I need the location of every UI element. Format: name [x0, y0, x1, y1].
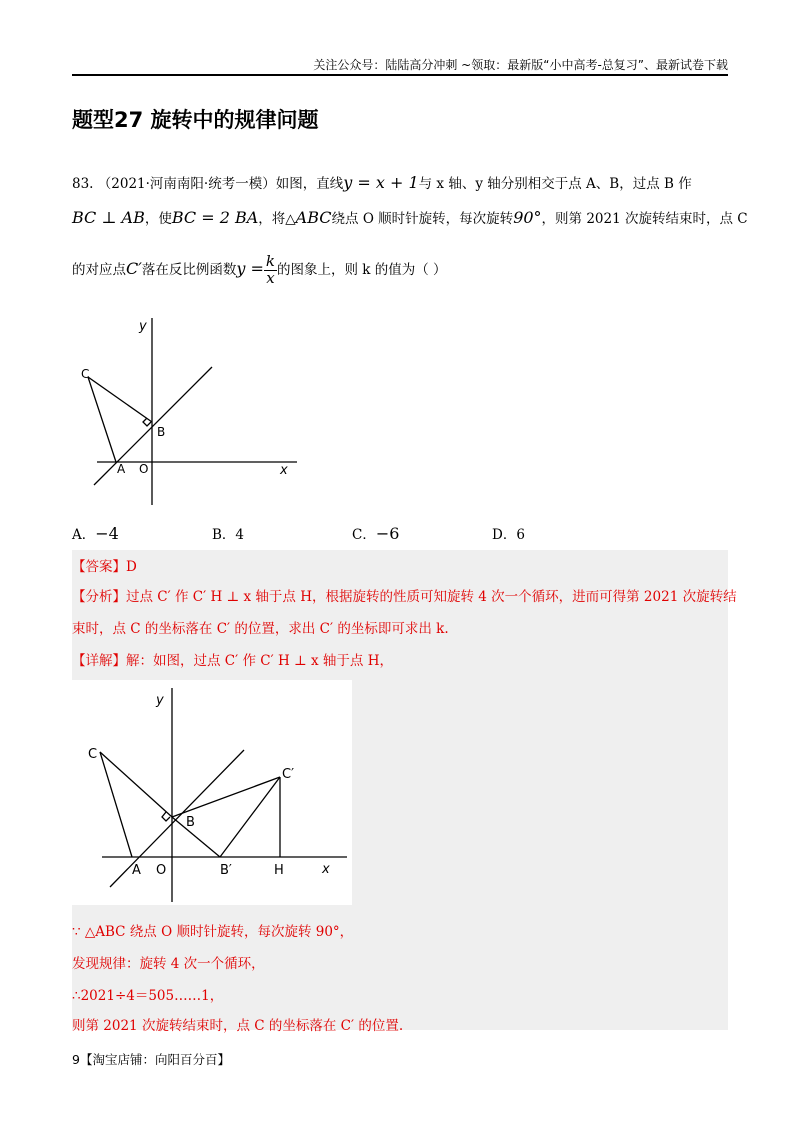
triangle-abc: ABC — [295, 208, 332, 227]
detail-line-1 — [72, 649, 393, 669]
fig1-label-a: A — [117, 462, 126, 476]
fig2-segment-cprime-bprime — [220, 777, 280, 857]
problem-line-2 — [72, 207, 748, 227]
analysis-line-1 — [72, 585, 737, 605]
solution-line-1: ∵ △ABC 绕点 O 顺时针旋转，每次旋转 90°， — [72, 924, 354, 940]
fig2-label-y: y — [156, 693, 164, 708]
section-title: 题型27 旋转中的规律问题 — [72, 108, 319, 132]
problem-text-3b: 落在反比例函数 — [141, 261, 237, 278]
figure-2 — [72, 680, 352, 905]
fig2-label-a: A — [132, 863, 141, 878]
detail-text-1: 解：如图，过点 C′ 作 C′ H ⊥ x 轴于点 H， — [126, 653, 393, 669]
fig2-label-b: B — [186, 815, 195, 830]
problem-text-3a: 的对应点 — [72, 261, 126, 278]
line-equation: y = x + 1 — [343, 173, 419, 192]
fraction-denominator: x — [266, 268, 275, 287]
choice-b-value: 4 — [235, 527, 245, 543]
fig2-label-h: H — [274, 863, 284, 878]
choice-d-letter: D． — [492, 527, 517, 543]
choice-a-letter: A． — [72, 527, 96, 543]
fig2-label-cprime: C′ — [282, 767, 295, 782]
problem-text-3c: 的图象上，则 k 的值为（ ） — [277, 261, 447, 278]
fig1-line-ab — [94, 367, 212, 485]
fig1-label-o: O — [139, 462, 149, 476]
page-footer: 9【淘宝店铺：向阳百分百】 — [72, 1052, 230, 1067]
figure-1 — [72, 310, 312, 510]
choice-c — [352, 523, 399, 543]
analysis-label: 【分析】 — [72, 589, 126, 605]
fig2-segment-bcprime — [172, 777, 280, 817]
solution-line-4: 则第 2021 次旋转结束时，点 C 的坐标落在 C′ 的位置. — [72, 1018, 404, 1034]
problem-line-3 — [72, 254, 447, 287]
fig2-segment-ca — [100, 752, 132, 857]
answer-label: 【答案】 — [72, 559, 126, 575]
problem-line-1 — [72, 172, 692, 192]
detail-label: 【详解】 — [72, 653, 126, 669]
answer-value: D — [126, 559, 137, 575]
choice-b-letter: B． — [212, 527, 236, 543]
fraction-k-over-x — [264, 254, 277, 287]
problem-text-1: 与 x 轴、y 轴分别相交于点 A、B，过点 B 作 — [418, 176, 692, 192]
problem-text-2a: ，使 — [144, 211, 172, 227]
problem-text-2d: ，则第 2021 次旋转结束时，点 C — [541, 211, 748, 227]
problem-text-2b: ，将△ — [258, 211, 296, 227]
bc-equation: BC = 2 BA — [171, 208, 259, 227]
y-equals: y = — [236, 258, 264, 278]
choice-a-value: −4 — [95, 524, 119, 543]
choice-c-letter: C． — [352, 527, 376, 543]
page-header: 关注公众号：陆陆高分冲刺 ~领取：最新版“小中高考-总复习”、最新试卷下载 — [313, 58, 728, 72]
choice-c-value: −6 — [375, 524, 400, 543]
choice-a — [72, 523, 119, 543]
problem-source: （2021·河南南阳·统考一模）如图，直线 — [97, 176, 344, 192]
choice-d-value: 6 — [516, 527, 525, 543]
choice-b — [212, 523, 244, 543]
perpendicular-expression: BC ⊥ AB — [72, 208, 145, 227]
choice-d — [492, 523, 525, 543]
fig2-segment-cb — [100, 752, 172, 817]
fig2-segment-b-bprime — [172, 817, 220, 857]
fig1-label-b: B — [157, 425, 166, 439]
fig2-label-bprime: B′ — [220, 863, 232, 878]
answer-shade-right — [352, 680, 728, 905]
fig1-segment-ca — [88, 377, 116, 462]
solution-line-3: ∴2021÷4＝505……1， — [72, 988, 224, 1004]
fraction-numerator: k — [265, 252, 275, 270]
analysis-text-1: 过点 C′ 作 C′ H ⊥ x 轴于点 H，根据旋转的性质可知旋转 4 次一个循环，进而可得第 2021 次旋转结 — [126, 589, 737, 605]
fig2-label-o: O — [156, 863, 167, 878]
header-rule — [72, 74, 728, 76]
analysis-line-2: 束时，点 C 的坐标落在 C′ 的位置，求出 C′ 的坐标即可求出 k. — [72, 621, 449, 637]
rotation-degree: 90° — [513, 208, 542, 227]
c-prime: C′ — [126, 258, 142, 278]
fig1-label-c: C — [81, 367, 90, 381]
fig1-label-y: y — [139, 319, 147, 334]
fig1-label-x: x — [280, 463, 288, 478]
problem-number: 83. — [72, 176, 94, 192]
fig1-segment-cb — [88, 377, 152, 422]
fig2-label-x: x — [322, 862, 330, 877]
fig2-label-c: C — [88, 747, 98, 762]
problem-text-2c: 绕点 O 顺时针旋转，每次旋转 — [331, 211, 514, 227]
answer-line — [72, 555, 137, 575]
solution-line-2: 发现规律：旋转 4 次一个循环， — [72, 956, 265, 972]
